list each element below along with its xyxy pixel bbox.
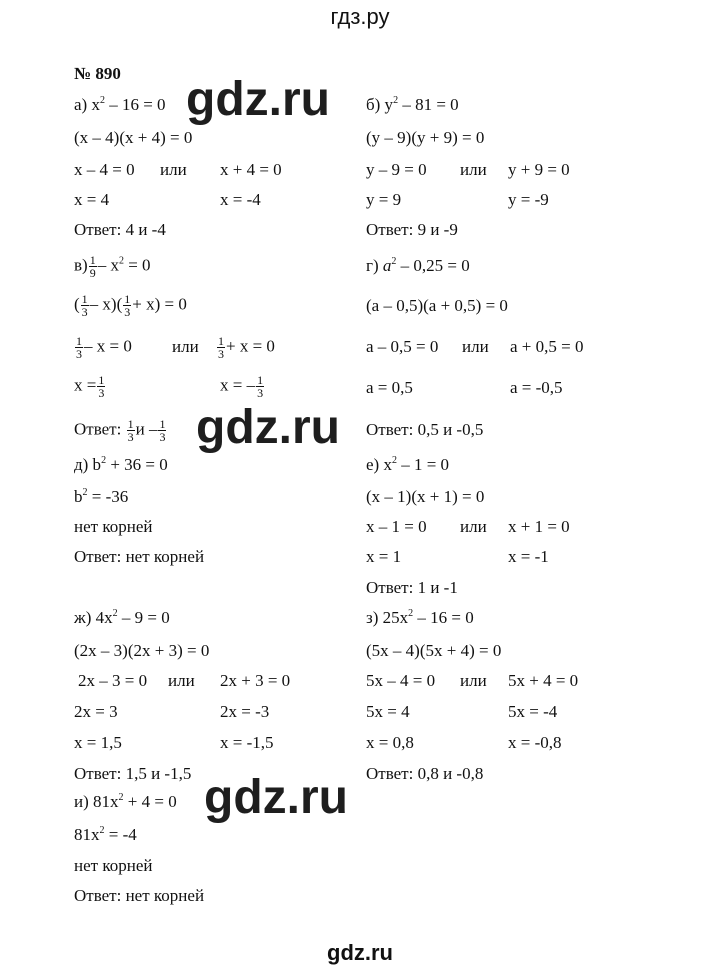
line-g-root-right: a = -0,5 [510,378,563,397]
line-g-cases-left: a – 0,5 = 0 [366,337,439,356]
site-header: гдз.ру [330,4,390,29]
line-e-root-left: x = 1 [366,547,402,566]
line-a-root-right: x = -4 [220,190,261,209]
line-z-root-left: x = 0,8 [366,733,414,752]
line-g-factored: (a – 0,5)(a + 0,5) = 0 [366,296,508,315]
line-z-answer: Ответ: 0,8 и -0,8 [366,764,484,783]
line-b-root-left: y = 9 [366,190,402,209]
line-z-root-right: x = -0,8 [508,733,562,752]
line-i-answer: Ответ: нет корней [74,886,205,905]
problem-number: № 890 [74,64,121,83]
line-e-cases-left: x – 1 = 0 [366,517,427,536]
line-zh-step-right: 2x = -3 [220,702,270,721]
line-d-step: $b^2 = -36$ [74,487,129,506]
line-d-no-roots: нет корней [74,517,153,536]
line-zh-or: или [168,671,195,690]
line-g-root-left: a = 0,5 [366,378,413,397]
line-b-factored: (y – 9)(y + 9) = 0 [366,128,485,147]
line-g-or: или [462,337,489,356]
line-z-equation: з) $25x^2 - 16 = 0$ [366,608,474,627]
line-v-equation: в) $\frac{1}{9}$ – $x^2 = 0$ [74,253,151,280]
line-e-answer: Ответ: 1 и -1 [366,578,458,597]
line-zh-factored: (2x – 3)(2x + 3) = 0 [74,641,210,660]
line-e-equation: е) $x^2 - 1 = 0$ [366,455,450,474]
line-i-equation: и) $81x^2 + 4 = 0$ [74,792,177,811]
line-e-factored: (x – 1)(x + 1) = 0 [366,487,485,506]
line-v-root-right: x = – $\frac{1}{3}$ [220,373,264,400]
watermark: gdz.ru [186,73,330,126]
line-v-root-left: x = $\frac{1}{3}$ [74,373,105,400]
line-zh-root-right: x = -1,5 [220,733,274,752]
line-zh-answer: Ответ: 1,5 и -1,5 [74,764,192,783]
line-a-or: или [160,160,187,179]
line-e-root-right: x = -1 [508,547,549,566]
line-a-factored: (x – 4)(x + 4) = 0 [74,128,193,147]
line-zh-step-left: 2x = 3 [74,702,118,721]
line-b-or: или [460,160,487,179]
line-a-root-left: x = 4 [74,190,110,209]
line-v-answer: Ответ: $\frac{1}{3}$ и – $\frac{1}{3}$ [74,417,166,444]
site-footer: gdz.ru [327,940,393,965]
line-v-factored: ( $\frac{1}{3}$ – x)( $\frac{1}{3}$ + x) = 0 [74,292,187,319]
line-z-factored: (5x – 4)(5x + 4) = 0 [366,641,502,660]
line-z-cases-left: 5x – 4 = 0 [366,671,436,690]
line-z-step-right: 5x = -4 [508,702,558,721]
line-zh-cases-right: 2x + 3 = 0 [220,671,291,690]
line-e-or: или [460,517,487,536]
line-a-equation: а) $x^2 - 16 = 0$ [74,95,166,114]
line-a-answer: Ответ: 4 и -4 [74,220,166,239]
line-e-cases-right: x + 1 = 0 [508,517,570,536]
line-b-cases-left: y – 9 = 0 [366,160,427,179]
line-zh-cases-left: 2x – 3 = 0 [78,671,148,690]
line-v-cases-right: $\frac{1}{3}$ + x = 0 [218,334,275,361]
line-b-answer: Ответ: 9 и -9 [366,220,458,239]
line-i-no-roots: нет корней [74,856,153,875]
line-z-or: или [460,671,487,690]
line-z-step-left: 5x = 4 [366,702,410,721]
line-d-equation: д) $b^2 + 36 = 0$ [74,455,168,474]
line-i-step: $81x^2 = -4$ [74,825,137,844]
line-g-answer: Ответ: 0,5 и -0,5 [366,420,484,439]
line-g-cases-right: a + 0,5 = 0 [510,337,584,356]
line-a-cases-right: x + 4 = 0 [220,160,282,179]
line-v-or: или [172,337,199,356]
line-b-equation: б) $y^2 - 81 = 0$ [366,95,459,114]
line-g-equation: г) $a^2 - 0,25 = 0$ [366,256,470,275]
watermark: gdz.ru [204,771,348,824]
watermark: gdz.ru [196,401,340,454]
line-v-cases-left: $\frac{1}{3}$ – x = 0 [76,334,132,361]
line-z-cases-right: 5x + 4 = 0 [508,671,579,690]
line-d-answer: Ответ: нет корней [74,547,205,566]
line-b-cases-right: y + 9 = 0 [508,160,570,179]
line-a-cases-left: x – 4 = 0 [74,160,135,179]
line-b-root-right: y = -9 [508,190,549,209]
line-zh-root-left: x = 1,5 [74,733,122,752]
line-zh-equation: ж) $4x^2 - 9 = 0$ [74,608,170,627]
